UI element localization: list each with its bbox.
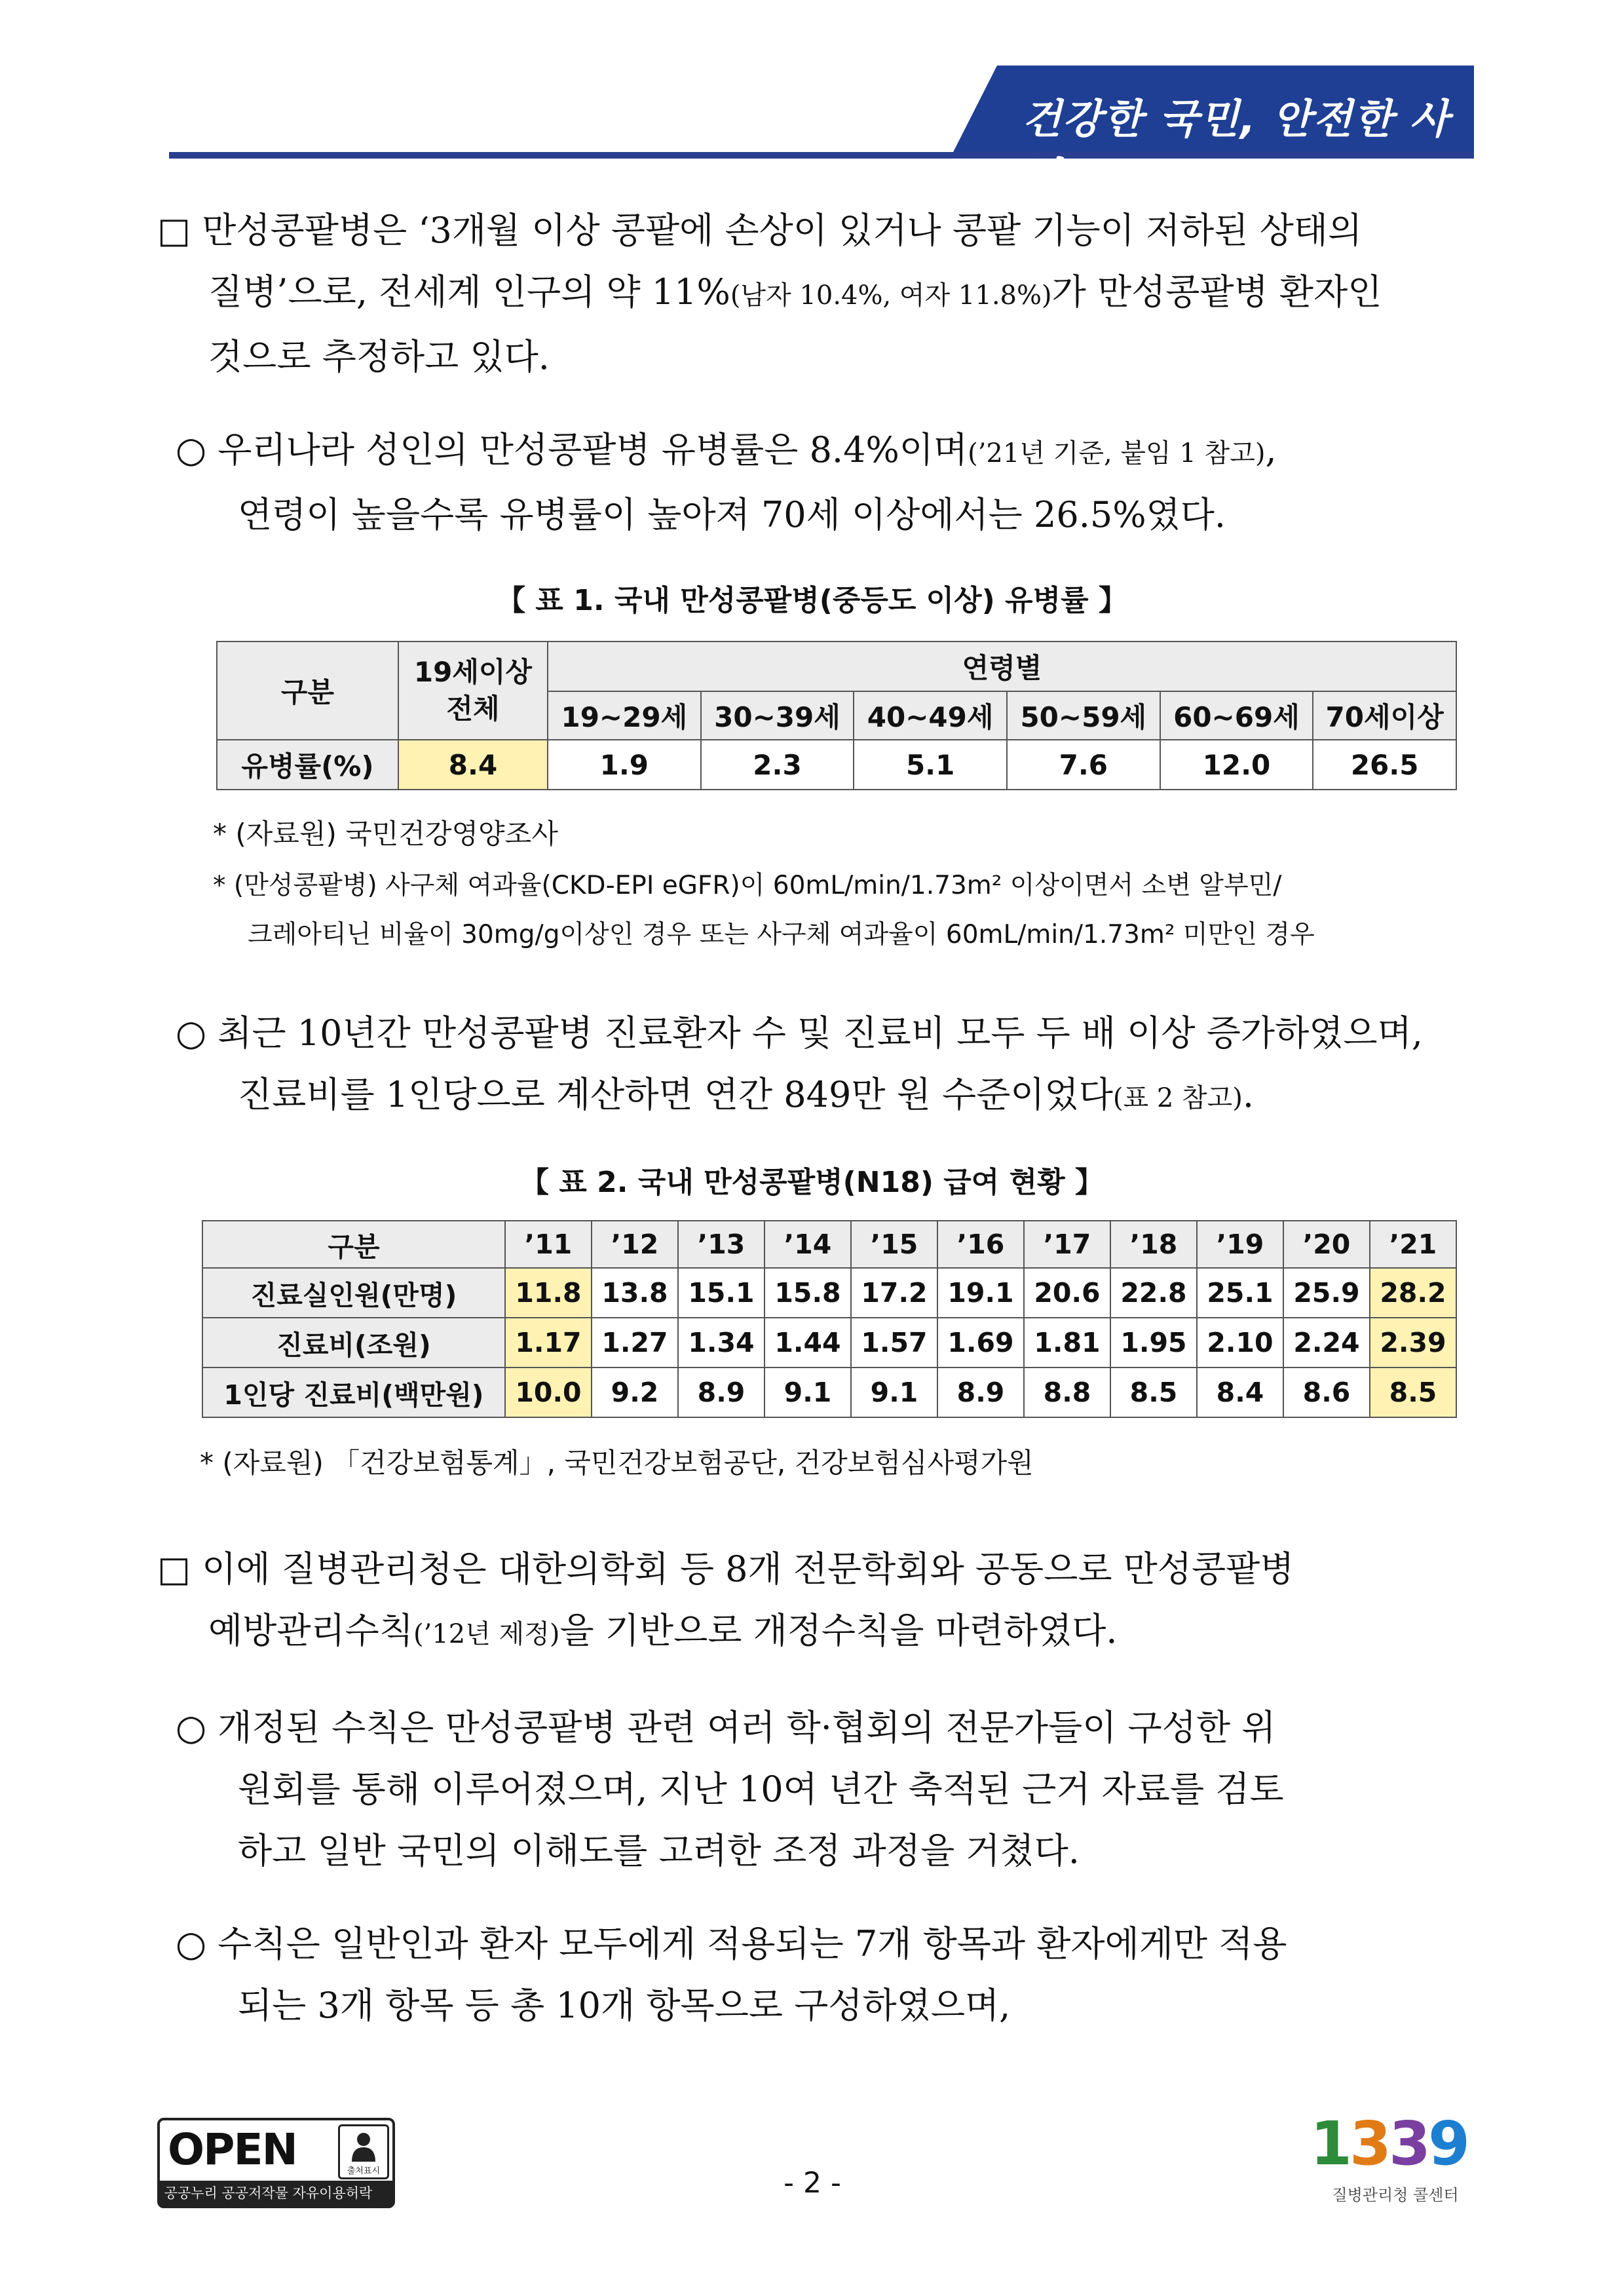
table2-header-group: 구분 [202,1221,505,1268]
table1-age-value: 12.0 [1160,740,1313,790]
table2-cell: 25.1 [1197,1268,1283,1318]
table1-caption: 【 표 1. 국내 만성콩팥병(중등도 이상) 유병률 】 [497,584,1127,617]
open-logo-subtitle: 공공누리 공공저작물 자유이용허락 [160,2181,392,2206]
table2-cell: 8.5 [1370,1368,1456,1417]
section-chronic-kidney-definition: □ 만성콩팥병은 ‘3개월 이상 콩팥에 손상이 있거나 콩팥 기능이 저하된 상태의 질병’으로, 전세계 인구의 약 11%(남자 10.4%, 여자 11.8%)가 만성콩팥병 환자인 것으로 추정하고 있다. [157,210,1382,377]
section-treatment-cost: ○ 최근 10년간 만성콩팥병 진료환자 수 및 진료비 모두 두 배 이상 증가하였으며, 진료비를 1인당으로 계산하면 연간 849만 원 수준이었다(표 2 참고). [176,1012,1423,1115]
table2-cell: 1.17 [505,1318,592,1368]
section-prevalence: ○ 우리나라 성인의 만성콩팥병 유병률은 8.4%이며(’21년 기준, 붙임 1 참고), 연령이 높을수록 유병률이 높아져 70세 이상에서는 26.5%였다. [176,429,1277,535]
table2-cell: 1.34 [678,1318,765,1368]
open-logo-word: OPEN [168,2124,297,2175]
table2-cell: 9.1 [851,1368,937,1417]
table2-year-header: ’18 [1110,1221,1197,1268]
circle-bullet: ○ [176,1707,207,1748]
table2-cell: 13.8 [592,1268,678,1318]
table1-age-header: 19~29세 [548,691,701,740]
table1-prevalence [216,641,1457,790]
table2-cell: 2.24 [1283,1318,1370,1368]
table1-age-value: 5.1 [854,740,1007,790]
table2-cell: 8.6 [1283,1368,1370,1417]
section-revision-process: ○ 개정된 수칙은 만성콩팥병 관련 여러 학·협회의 전문가들이 구성한 위 원회를 통해 이루어졌으며, 지난 10여 년간 축적된 근거 자료를 검토 하고 일반 국민의 이해도를 고려한 조정 과정을 거쳤다. [176,1707,1284,1871]
table2-cell: 8.5 [1110,1368,1197,1417]
table2-cell: 1.69 [937,1318,1024,1368]
section-guideline-revision: □ 이에 질병관리청은 대한의학회 등 8개 전문학회와 공동으로 만성콩팥병 예방관리수칙(’12년 제정)을 기반으로 개정수칙을 마련하였다. [157,1548,1294,1651]
circle-bullet: ○ [176,1012,207,1054]
table1-header-age: 연령별 [548,641,1456,691]
table2-year-header: ’16 [937,1221,1024,1268]
table2-cell: 1.27 [592,1318,678,1368]
table1-age-header: 50~59세 [1007,691,1160,740]
table2-cell: 10.0 [505,1368,592,1417]
table-row [202,1368,1456,1417]
table1-definition-note-cont: 크레아티닌 비율이 30mg/g이상인 경우 또는 사구체 여과율이 60mL/min/1.73m² 미만인 경우 [248,920,1315,949]
table2-cell: 15.8 [765,1268,851,1318]
table2-cell: 19.1 [937,1268,1024,1318]
box-bullet: □ [157,1548,191,1590]
table2-year-header: ’14 [765,1221,851,1268]
attribution-icon: 출처표시 [338,2124,389,2179]
table1-age-value: 7.6 [1007,740,1160,790]
table2-cell: 17.2 [851,1268,937,1318]
table2-cell: 2.10 [1197,1318,1283,1368]
table2-cell: 22.8 [1110,1268,1197,1318]
table2-caption: 【 표 2. 국내 만성콩팥병(N18) 급여 현황 】 [520,1166,1104,1199]
table2-year-header: ’13 [678,1221,765,1268]
table2-cell: 11.8 [505,1268,592,1318]
table2-source-note: * (자료원) 「건강보험통계」, 국민건강보험공단, 건강보험심사평가원 [200,1447,1034,1479]
table1-age-value: 2.3 [701,740,854,790]
table1-age-header: 30~39세 [701,691,854,740]
table2-cell: 1.44 [765,1318,851,1368]
table1-definition-note: * (만성콩팥병) 사구체 여과율(CKD-EPI eGFR)이 60mL/min/1.73m² 이상이면서 소변 알부민/ [213,871,1282,900]
table2-year-header: ’21 [1370,1221,1456,1268]
circle-bullet: ○ [176,1923,207,1964]
table2-cell: 20.6 [1024,1268,1110,1318]
table2-benefits [202,1220,1457,1418]
table2-cell: 15.1 [678,1268,765,1318]
table1-row-label: 유병률(%) [217,740,398,790]
table1-age-header: 60~69세 [1160,691,1313,740]
page-number: - 2 - [784,2166,841,2200]
table1-source-note: * (자료원) 국민건강영양조사 [213,818,558,850]
table2-year-header: ’15 [851,1221,937,1268]
table2-cell: 8.9 [937,1368,1024,1417]
circle-bullet: ○ [176,429,207,470]
table2-cell: 9.1 [765,1368,851,1417]
table2-cell: 28.2 [1370,1268,1456,1318]
table2-row-label: 1인당 진료비(백만원) [202,1368,505,1417]
table2-row-label: 진료비(조원) [202,1318,505,1368]
table2-year-header: ’11 [505,1221,592,1268]
table1-age-header: 40~49세 [854,691,1007,740]
table1-age-value: 26.5 [1313,740,1456,790]
table1-header-total: 19세이상 전체 [398,641,548,740]
callcenter-logo-label: 질병관리청 콜센터 [1332,2186,1459,2204]
header-slogan: 건강한 국민, 안전한 사회 [1022,95,1450,201]
table2-cell: 9.2 [592,1368,678,1417]
box-bullet: □ [157,210,191,251]
table2-cell: 8.4 [1197,1368,1283,1417]
table2-year-header: ’20 [1283,1221,1370,1268]
kogl-open-license-logo [157,2118,395,2208]
table2-cell: 1.95 [1110,1318,1197,1368]
table2-cell: 1.81 [1024,1318,1110,1368]
table2-cell: 25.9 [1283,1268,1370,1318]
table1-age-value: 1.9 [548,740,701,790]
table2-cell: 8.9 [678,1368,765,1417]
table2-year-header: ’17 [1024,1221,1110,1268]
section-guideline-items: ○ 수칙은 일반인과 환자 모두에게 적용되는 7개 항목과 환자에게만 적용 되는 3개 항목 등 총 10개 항목으로 구성하였으며, [176,1923,1287,2026]
table2-cell: 8.8 [1024,1368,1110,1417]
table1-header-group: 구분 [217,641,398,740]
table2-year-header: ’19 [1197,1221,1283,1268]
header-rule [169,152,1474,159]
callcenter-logo-number: 1339 [1310,2109,1468,2179]
table-row [202,1268,1456,1318]
table-row [202,1318,1456,1368]
table2-row-label: 진료실인원(만명) [202,1268,505,1318]
table2-year-header: ’12 [592,1221,678,1268]
table2-cell: 2.39 [1370,1318,1456,1368]
table1-total-value: 8.4 [398,740,548,790]
table1-age-header: 70세이상 [1313,691,1456,740]
table2-cell: 1.57 [851,1318,937,1368]
